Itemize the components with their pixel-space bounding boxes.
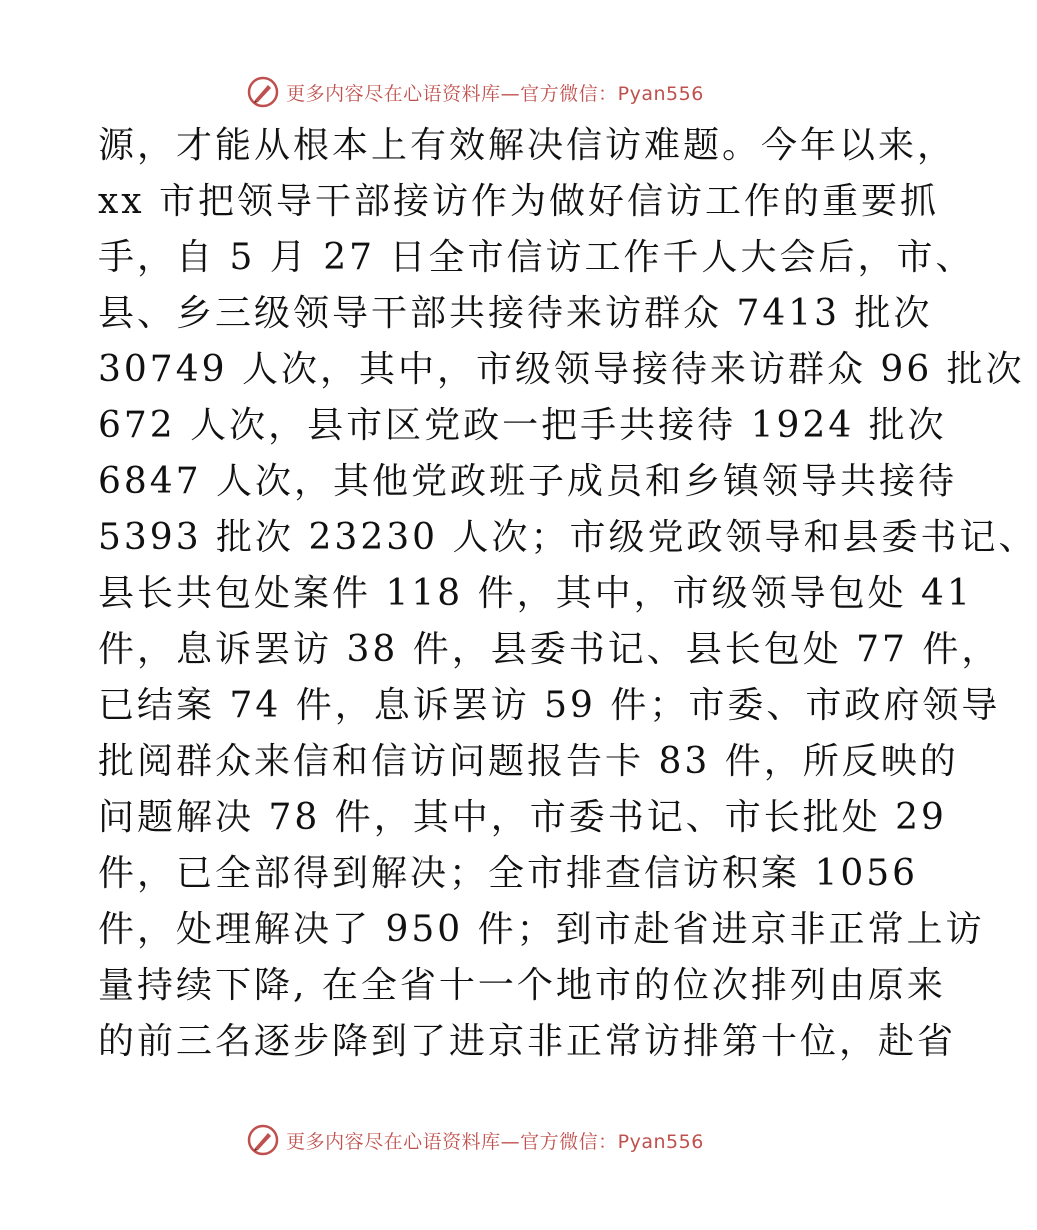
text-line: 批阅群众来信和信访问题报告卡 83 件，所反映的 [98, 741, 959, 782]
text-line: 30749 人次，其中，市级领导接待来访群众 96 批次 [98, 349, 1025, 390]
text-line: 源，才能从根本上有效解决信访难题。今年以来， [98, 125, 957, 166]
text-line: 手，自 5 月 27 日全市信访工作千人大会后，市、 [98, 237, 975, 278]
text-line: 件，息诉罢访 38 件，县委书记、县长包处 77 件， [98, 629, 1001, 670]
header-banner [0, 72, 950, 112]
text-line: 已结案 74 件，息诉罢访 59 件；市委、市政府领导 [98, 685, 1001, 726]
pen-logo-icon [246, 75, 280, 109]
text-line: 量持续下降, 在全省十一个地市的位次排列由原来 [98, 965, 946, 1006]
text-line: 件，已全部得到解决；全市排查信访积案 1056 [98, 853, 919, 894]
header-wechat-id: Pyan556 [617, 82, 704, 105]
document-body [98, 118, 1037, 1070]
text-line: 问题解决 78 件，其中，市委书记、市长批处 29 [98, 797, 947, 838]
text-line: 县、乡三级领导干部共接待来访群众 7413 批次 [98, 293, 933, 334]
text-line: 的前三名逐步降到了进京非正常访排第十位，赴省 [98, 1021, 957, 1062]
footer-wechat-id: Pyan556 [617, 1130, 704, 1153]
footer-banner-text: 更多内容尽在心语资料库—官方微信：Pyan556 [286, 1130, 704, 1153]
footer-banner [0, 1120, 950, 1160]
text-line: 县长共包处案件 118 件，其中，市级领导包处 41 [98, 573, 973, 614]
text-line: xx 市把领导干部接访作为做好信访工作的重要抓 [98, 181, 940, 222]
text-line: 5393 批次 23230 人次；市级党政领导和县委书记、 [98, 517, 1037, 558]
text-line: 件，处理解决了 950 件；到市赴省进京非正常上访 [98, 909, 985, 950]
header-banner-text: 更多内容尽在心语资料库—官方微信：Pyan556 [286, 82, 704, 105]
text-line: 6847 人次，其他党政班子成员和乡镇领导共接待 [98, 461, 958, 502]
pen-logo-icon [246, 1123, 280, 1157]
text-line: 672 人次，县市区党政一把手共接待 1924 批次 [98, 405, 947, 446]
